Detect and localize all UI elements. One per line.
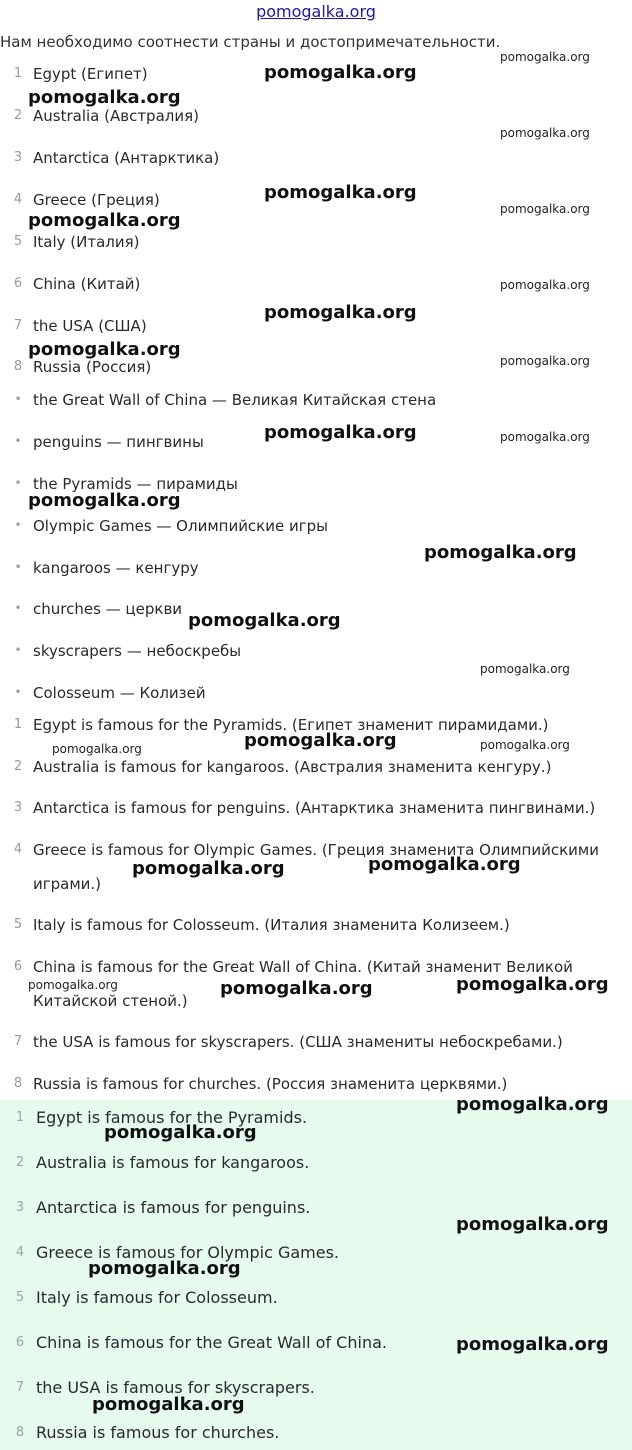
bullet: • [14, 434, 22, 448]
item-text: kangaroos — кенгуру [33, 559, 199, 577]
site-link[interactable]: pomogalka.org [256, 2, 376, 21]
item-number: 2 [13, 759, 23, 774]
item-number: 4 [15, 1245, 25, 1260]
item-number: 6 [13, 276, 23, 291]
watermark: pomogalka.org [456, 1094, 609, 1115]
item-text: the USA is famous for skyscrapers. [36, 1378, 315, 1397]
item-number: 5 [15, 1290, 25, 1305]
item-number: 6 [13, 959, 23, 974]
item-text: Australia is famous for kangaroos. [36, 1153, 310, 1172]
watermark: pomogalka.org [28, 87, 181, 108]
watermark: pomogalka.org [52, 742, 142, 756]
item-text: Australia is famous for kangaroos. (Австралия знаменита кенгуру.) [33, 758, 552, 776]
item-text: Russia is famous for churches. [36, 1423, 280, 1442]
bullet: • [14, 643, 22, 657]
item-text: Italy is famous for Colosseum. [36, 1288, 278, 1307]
intro-text: Нам необходимо соотнести страны и достопримечательности. [0, 33, 501, 51]
watermark: pomogalka.org [500, 430, 590, 444]
item-number: 5 [13, 234, 23, 249]
watermark: pomogalka.org [264, 62, 417, 83]
item-text: Australia (Австралия) [33, 107, 199, 125]
item-number: 1 [13, 717, 23, 732]
watermark: pomogalka.org [500, 354, 590, 368]
bullet: • [14, 560, 22, 574]
item-text: the USA is famous for skyscrapers. (США знамениты небоскребами.) [33, 1033, 563, 1051]
item-text: Antarctica is famous for penguins. [36, 1198, 311, 1217]
item-text: Egypt is famous for the Pyramids. (Египет знаменит пирамидами.) [33, 716, 549, 734]
bullet: • [14, 601, 22, 615]
item-text: Italy is famous for Colosseum. (Италия знаменита Колизеем.) [33, 916, 510, 934]
watermark: pomogalka.org [480, 662, 570, 676]
item-number: 8 [13, 1076, 23, 1091]
item-number: 8 [15, 1425, 25, 1440]
item-text: China (Китай) [33, 275, 141, 293]
item-number: 2 [13, 108, 23, 123]
item-text: skyscrapers — небоскребы [33, 642, 242, 660]
item-text: the Pyramids — пирамиды [33, 475, 238, 493]
watermark: pomogalka.org [28, 210, 181, 231]
item-text: Colosseum — Колизей [33, 684, 206, 702]
item-number: 3 [13, 800, 23, 815]
item-text: the USA (США) [33, 317, 147, 335]
item-text: China is famous for the Great Wall of China. (Китай знаменит Великой Китайской стеной.) [33, 958, 573, 1010]
watermark: pomogalka.org [104, 1122, 257, 1143]
item-number: 1 [15, 1110, 25, 1125]
watermark: pomogalka.org [456, 1334, 609, 1355]
item-text: Russia (Россия) [33, 358, 152, 376]
item-text: Egypt is famous for the Pyramids. [36, 1108, 308, 1127]
watermark: pomogalka.org [88, 1258, 241, 1279]
watermark: pomogalka.org [456, 1214, 609, 1235]
watermark: pomogalka.org [264, 182, 417, 203]
watermark: pomogalka.org [500, 126, 590, 140]
item-number: 3 [13, 150, 23, 165]
item-number: 8 [13, 359, 23, 374]
item-number: 7 [13, 1034, 23, 1049]
watermark: pomogalka.org [264, 302, 417, 323]
item-number: 3 [15, 1200, 25, 1215]
item-text: penguins — пингвины [33, 433, 204, 451]
watermark: pomogalka.org [188, 610, 341, 631]
watermark: pomogalka.org [424, 542, 577, 563]
watermark: pomogalka.org [244, 730, 397, 751]
watermark: pomogalka.org [220, 978, 373, 999]
item-number: 5 [13, 917, 23, 932]
item-text: Greece is famous for Olympic Games. [36, 1243, 339, 1262]
item-text: Egypt (Египет) [33, 65, 148, 83]
bullet: • [14, 392, 22, 406]
item-text: Greece is famous for Olympic Games. (Греция знаменита Олимпийскими играми.) [33, 841, 599, 893]
item-number: 4 [13, 842, 23, 857]
watermark: pomogalka.org [132, 858, 285, 879]
item-number: 1 [13, 66, 23, 81]
watermark: pomogalka.org [28, 339, 181, 360]
bullet: • [14, 476, 22, 490]
item-number: 4 [13, 192, 23, 207]
item-text: Italy (Италия) [33, 233, 140, 251]
bullet: • [14, 685, 22, 699]
watermark: pomogalka.org [500, 50, 590, 64]
item-number: 2 [15, 1155, 25, 1170]
watermark: pomogalka.org [500, 278, 590, 292]
item-number: 6 [15, 1335, 25, 1350]
item-text: China is famous for the Great Wall of China. [36, 1333, 387, 1352]
watermark: pomogalka.org [28, 978, 118, 992]
watermark: pomogalka.org [500, 202, 590, 216]
watermark: pomogalka.org [480, 738, 570, 752]
bullet: • [14, 518, 22, 532]
watermark: pomogalka.org [456, 974, 609, 995]
item-text: Antarctica is famous for penguins. (Антарктика знаменита пингвинами.) [33, 799, 596, 817]
item-text: Antarctica (Антарктика) [33, 149, 220, 167]
item-text: churches — церкви [33, 600, 183, 618]
watermark: pomogalka.org [368, 854, 521, 875]
watermark: pomogalka.org [28, 490, 181, 511]
watermark: pomogalka.org [264, 422, 417, 443]
watermark: pomogalka.org [92, 1394, 245, 1415]
item-number: 7 [15, 1380, 25, 1395]
item-number: 7 [13, 318, 23, 333]
item-text: Olympic Games — Олимпийские игры [33, 517, 328, 535]
item-text: Greece (Греция) [33, 191, 160, 209]
item-text: the Great Wall of China — Великая Китайская стена [33, 391, 437, 409]
item-text: Russia is famous for churches. (Россия знаменита церквями.) [33, 1075, 508, 1093]
